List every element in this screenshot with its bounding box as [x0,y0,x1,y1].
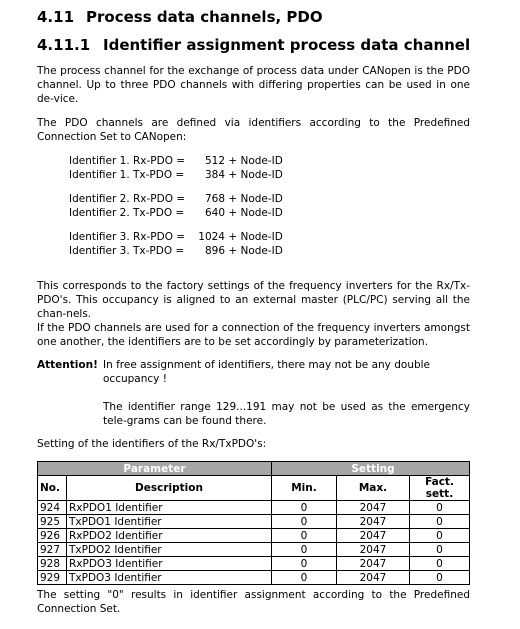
identifier-base: 512 [204,155,225,167]
col-min-header: Min. [272,476,337,501]
setting-group-header: Setting [337,462,410,476]
identifier-suffix: + Node-ID [228,155,283,167]
intro-paragraph: The process channel for the exchange of process data under CANopen is the PDO channel. Up to three PDO channels with differing properties can be used in one de-vice. [37,65,470,105]
pdo-definition-paragraph: The PDO channels are defined via identifiers according to the Predefined Connection Set to CANopen: [37,117,470,143]
cell-max: 2047 [337,515,410,529]
identifier-label: Identifier 2. Tx-PDO = [69,207,185,219]
table-group-header [38,462,470,476]
parameter-group-header: Parameter [38,462,272,476]
identifier-suffix: + Node-ID [228,245,283,257]
cell-description: RxPDO3 Identifier [67,557,272,571]
identifier-label: Identifier 3. Tx-PDO = [69,245,185,257]
cell-max: 2047 [337,557,410,571]
cell-description: TxPDO2 Identifier [67,543,272,557]
cell-no: 926 [38,529,67,543]
identifier-row [69,230,283,244]
col-max-header: Max. [337,476,410,501]
identifier-base: 640 [204,207,225,219]
parameterization-paragraph: If the PDO channels are used for a connection of the frequency inverters amongst one another, the identifiers are to be set accordingly by parameterization. [37,322,470,348]
cell-min: 0 [272,529,337,543]
identifier-base: 768 [204,193,225,205]
group-header-blank [410,462,470,476]
cell-max: 2047 [337,501,410,515]
cell-no: 924 [38,501,67,515]
attention-text: In free assignment of identifiers, there may not be any double occupancy ! [103,359,431,385]
table-row [38,571,470,585]
identifier-suffix: + Node-ID [228,169,283,181]
identifier-label: Identifier 1. Tx-PDO = [69,169,185,181]
cell-max: 2047 [337,571,410,585]
cell-fact: 0 [410,571,470,585]
identifier-settings-table [37,461,470,585]
group-header-blank [272,462,337,476]
identifier-list [69,154,283,258]
cell-min: 0 [272,571,337,585]
cell-description: RxPDO2 Identifier [67,529,272,543]
table-row [38,543,470,557]
identifier-label: Identifier 1. Rx-PDO = [69,155,186,167]
identifier-base: 1024 [198,231,225,243]
identifier-suffix: + Node-ID [228,193,283,205]
cell-fact: 0 [410,501,470,515]
attention-label: Attention! [37,359,98,371]
cell-description: TxPDO3 Identifier [67,571,272,585]
identifier-label: Identifier 3. Rx-PDO = [69,231,186,243]
cell-no: 927 [38,543,67,557]
identifier-suffix: + Node-ID [228,231,283,243]
table-row [38,529,470,543]
cell-min: 0 [272,515,337,529]
table-row [38,515,470,529]
cell-max: 2047 [337,529,410,543]
section-number: 4.11 [37,8,75,26]
cell-fact: 0 [410,515,470,529]
identifier-row [69,192,283,206]
identifier-label: Identifier 2. Rx-PDO = [69,193,186,205]
table-column-header [38,476,470,501]
col-description-header: Description [67,476,272,501]
cell-min: 0 [272,557,337,571]
identifier-row [69,168,283,182]
cell-no: 925 [38,515,67,529]
subsection-heading [37,36,470,54]
cell-no: 928 [38,557,67,571]
identifier-base: 384 [204,169,225,181]
cell-max: 2047 [337,543,410,557]
cell-description: RxPDO1 Identifier [67,501,272,515]
col-fact-header: Fact. sett. [410,476,470,501]
cell-min: 0 [272,543,337,557]
cell-no: 929 [38,571,67,585]
factory-settings-paragraph: This corresponds to the factory settings of the frequency inverters for the Rx/Tx-PDO's. This occupancy is aligned to an external master (PLC/PC) serving all the chan-nels. [37,280,470,320]
subsection-title: Identifier assignment process data channel [103,36,471,54]
section-title: Process data channels, PDO [86,8,323,26]
cell-fact: 0 [410,557,470,571]
footer-note: The setting "0" results in identifier assignment according to the Predefined Connection Set. [37,589,470,615]
cell-description: TxPDO1 Identifier [67,515,272,529]
identifier-row [69,244,283,258]
identifier-suffix: + Node-ID [228,207,283,219]
table-row [38,557,470,571]
col-no-header: No. [38,476,67,501]
table-row [38,501,470,515]
table-intro: Setting of the identifiers of the Rx/TxPDO's: [37,438,267,450]
identifier-base: 896 [204,245,225,257]
cell-fact: 0 [410,543,470,557]
identifier-row [69,206,283,220]
cell-min: 0 [272,501,337,515]
cell-fact: 0 [410,529,470,543]
identifier-row [69,154,283,168]
section-heading [37,8,323,26]
subsection-number: 4.11.1 [37,36,91,54]
emergency-note: The identifier range 129...191 may not be used as the emergency tele-grams can be found there. [103,401,470,427]
